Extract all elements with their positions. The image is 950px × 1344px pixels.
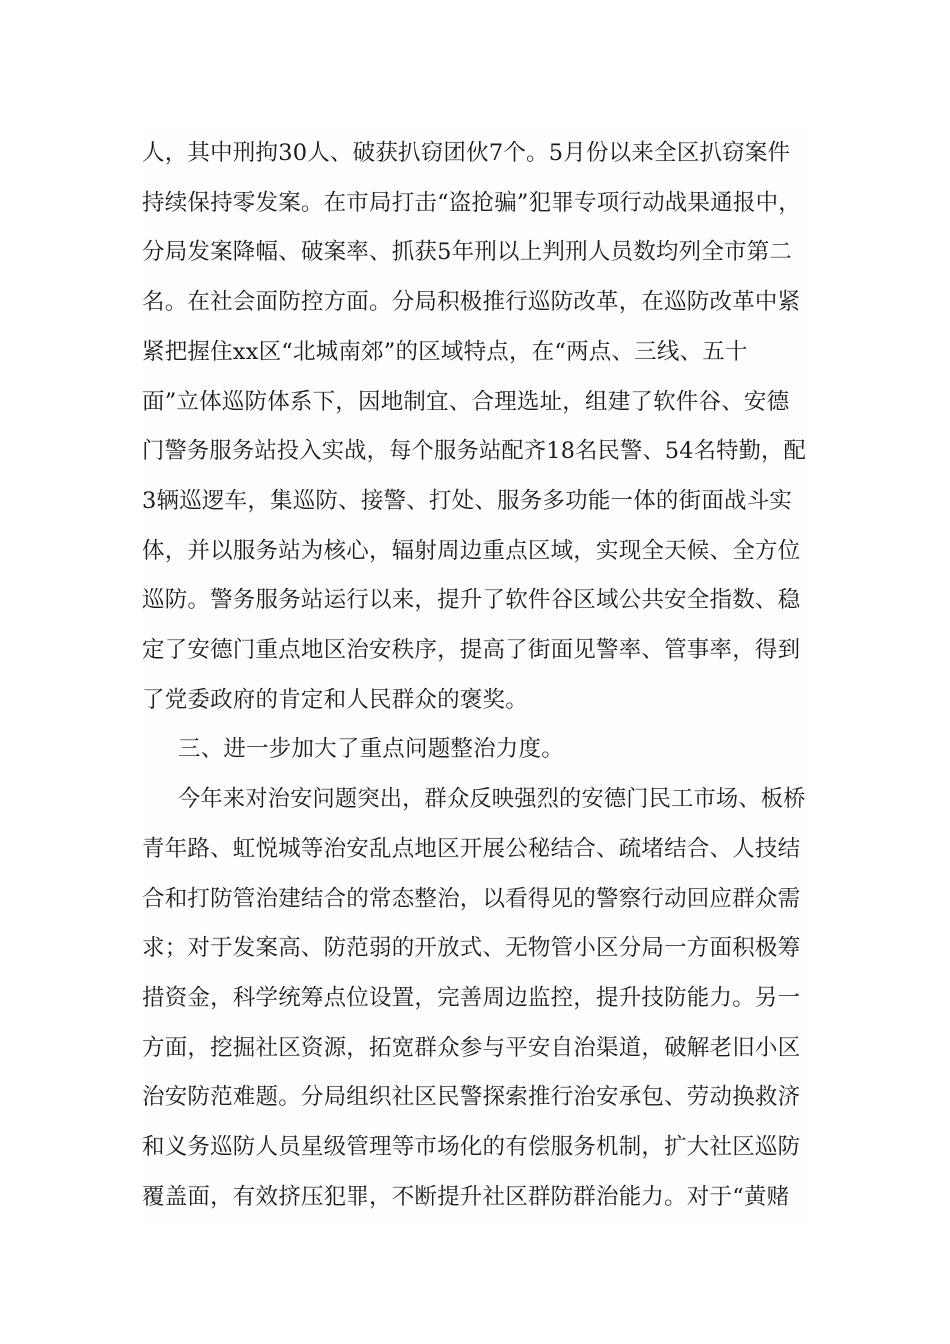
document-body — [142, 127, 806, 1223]
paragraph-line: 措资金，科学统筹点位设置，完善周边监控，提升技防能力。另一 — [142, 984, 801, 1011]
paragraph-line: 覆盖面，有效挤压犯罪，不断提升社区群防群治能力。对于“黄赌 — [142, 1183, 790, 1210]
paragraph-line: 今年来对治安问题突出，群众反映强烈的安德门民工市场、板桥 — [178, 786, 806, 813]
paragraph-line: 治安防范难题。分局组织社区民警探索推行治安承包、劳动换救济 — [142, 1084, 801, 1111]
paragraph-line: 方面，挖掘社区资源，拓宽群众参与平安自治渠道，破解老旧小区 — [142, 1034, 801, 1061]
paragraph-line: 和义务巡防人员星级管理等市场化的有偿服务机制，扩大社区巡防 — [142, 1134, 801, 1160]
paragraph-line: 定了安德门重点地区治安秩序，提高了街面见警率、管事率，得到 — [142, 637, 801, 663]
paragraph-line: 门警务服务站投入实战，每个服务站配齐18名民警、54名特勤，配 — [142, 438, 806, 465]
paragraph-line: 合和打防管治建结合的常态整治，以看得见的警察行动回应群众需 — [142, 885, 801, 912]
paragraph-line: 紧把握住xx区“北城南郊”的区域特点，在“两点、三线、五十 — [142, 338, 748, 365]
paragraph-line: 人，其中刑拘30人、破获扒窃团伙7个。5月份以来全区扒窃案件 — [142, 140, 791, 166]
paragraph-line: 巡防。警务服务站运行以来，提升了软件谷区域公共安全指数、稳 — [142, 587, 801, 614]
paragraph-line: 分局发案降幅、破案率、抓获5年刑以上判刑人员数均列全市第二 — [142, 239, 793, 266]
paragraph-line: 体，并以服务站为核心，辐射周边重点区域，实现全天候、全方位 — [142, 537, 801, 564]
paragraph-line: 了党委政府的肯定和人民群众的褒奖。 — [142, 686, 528, 713]
paragraph-line: 求；对于发案高、防范弱的开放式、无物管小区分局一方面积极筹 — [142, 935, 801, 962]
paragraph-line: 持续保持零发案。在市局打击“盗抢骗”犯罪专项行动战果通报中， — [142, 189, 802, 216]
paragraph-line: 名。在社会面防控方面。分局积极推行巡防改革，在巡防改革中紧 — [142, 289, 801, 316]
paragraph-line: 3辆巡逻车，集巡防、接警、打处、服务多功能一体的街面战斗实 — [142, 487, 793, 514]
paragraph-line: 面”立体巡防体系下，因地制宜、合理选址，组建了软件谷、安德 — [142, 388, 790, 415]
paragraph-line: 青年路、虹悦城等治安乱点地区开展公秘结合、疏堵结合、人技结 — [142, 835, 801, 862]
section-heading: 三、进一步加大了重点问题整治力度。 — [178, 736, 564, 763]
